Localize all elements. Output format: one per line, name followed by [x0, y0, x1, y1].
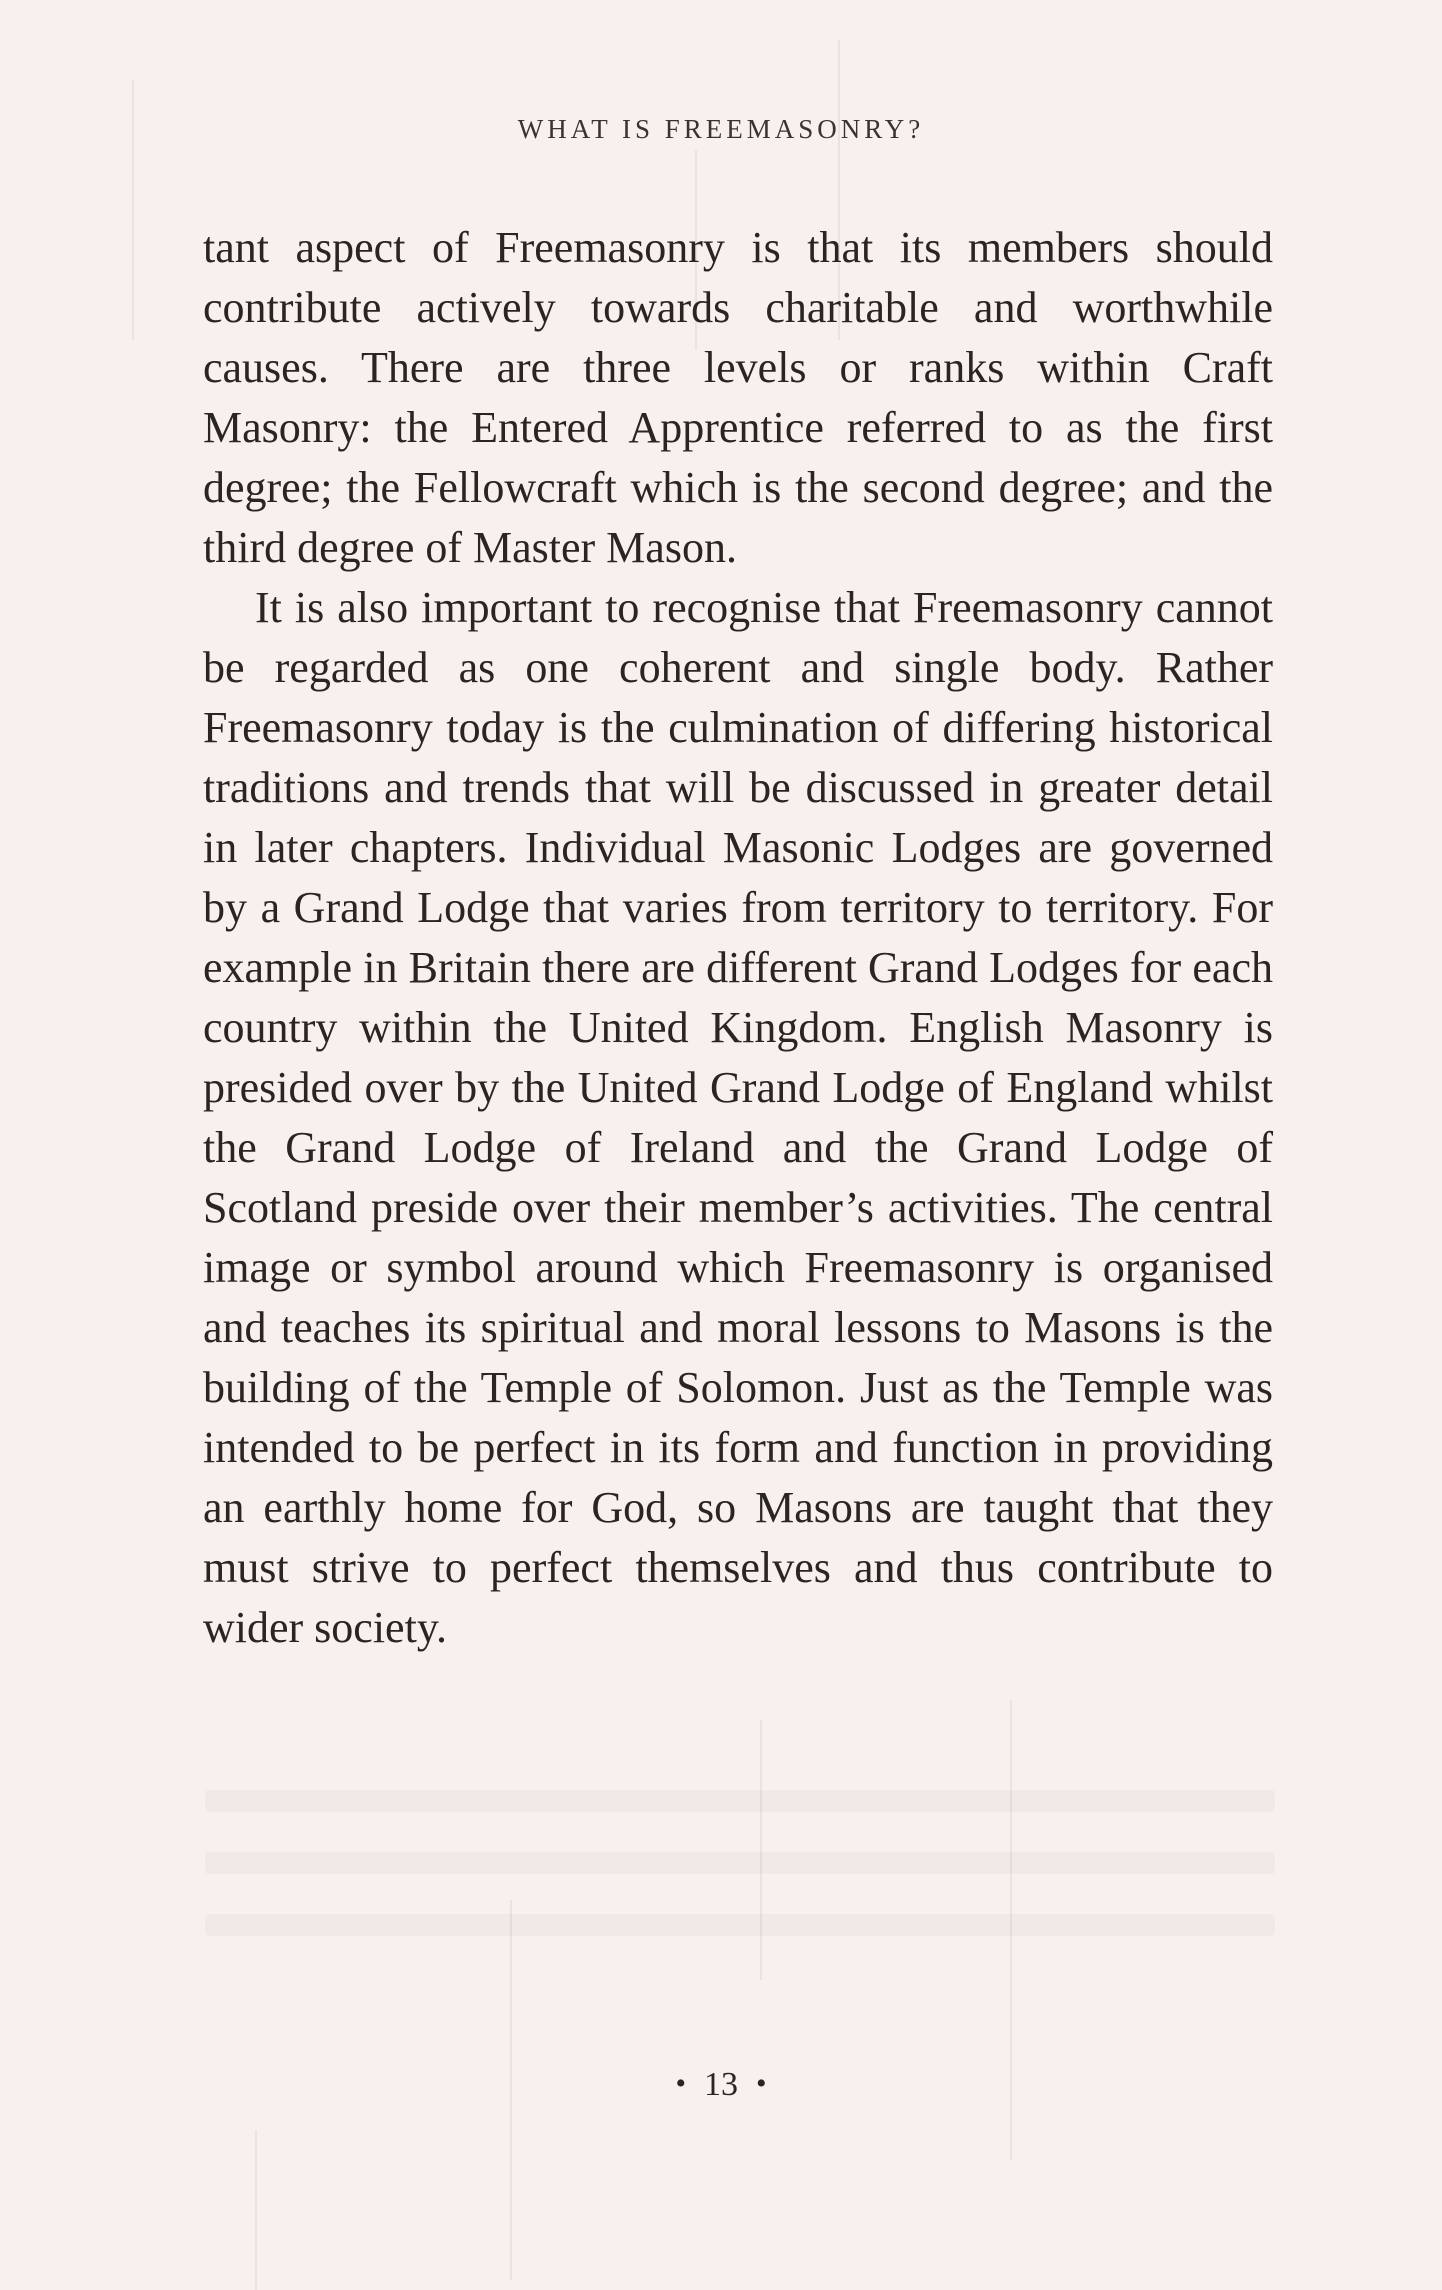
paragraph-continued: tant aspect of Freemasonry is that its members should contribute actively towards charitable and worthwhile causes. There are three levels or ranks within Craft Masonry: the Entered Apprentice referred to as the first degree; the Fellowcraft which is the second degree; and the third degree of Master Mason. [203, 223, 1273, 572]
show-through-line [205, 1852, 1275, 1874]
paper-crease-mark [760, 1720, 762, 1980]
show-through-line [205, 1790, 1275, 1812]
paper-crease-mark [255, 2130, 257, 2290]
page-number-value: 13 [704, 2066, 738, 2103]
folio-bullet-right: • [756, 2067, 767, 2100]
running-head: WHAT IS FREEMASONRY? [517, 114, 925, 144]
body-text [203, 218, 1273, 1658]
show-through-line [205, 1914, 1275, 1936]
paragraph: It is also important to recognise that Freemasonry cannot be regarded as one coherent and single body. Rather Freemasonry today is the culmination of differing historical traditions and trends that will be discussed in greater detail in later chapters. Individual Masonic Lodges are governed by a Grand Lodge that varies from territory to territory. For example in Britain there are different Grand Lodges for each country within the United Kingdom. English Masonry is presided over by the United Grand Lodge of England whilst the Grand Lodge of Ireland and the Grand Lodge of Scotland preside over their member’s activities. The central image or symbol around which Freemasonry is organised and teaches its spiritual and moral lessons to Masons is the building of the Temple of Solomon. Just as the Temple was intended to be perfect in its form and function in providing an earthly home for God, so Masons are taught that they must strive to perfect themselves and thus contribute to wider society. [203, 583, 1273, 1652]
page-number [0, 2066, 1442, 2104]
folio-bullet-left: • [675, 2067, 686, 2100]
